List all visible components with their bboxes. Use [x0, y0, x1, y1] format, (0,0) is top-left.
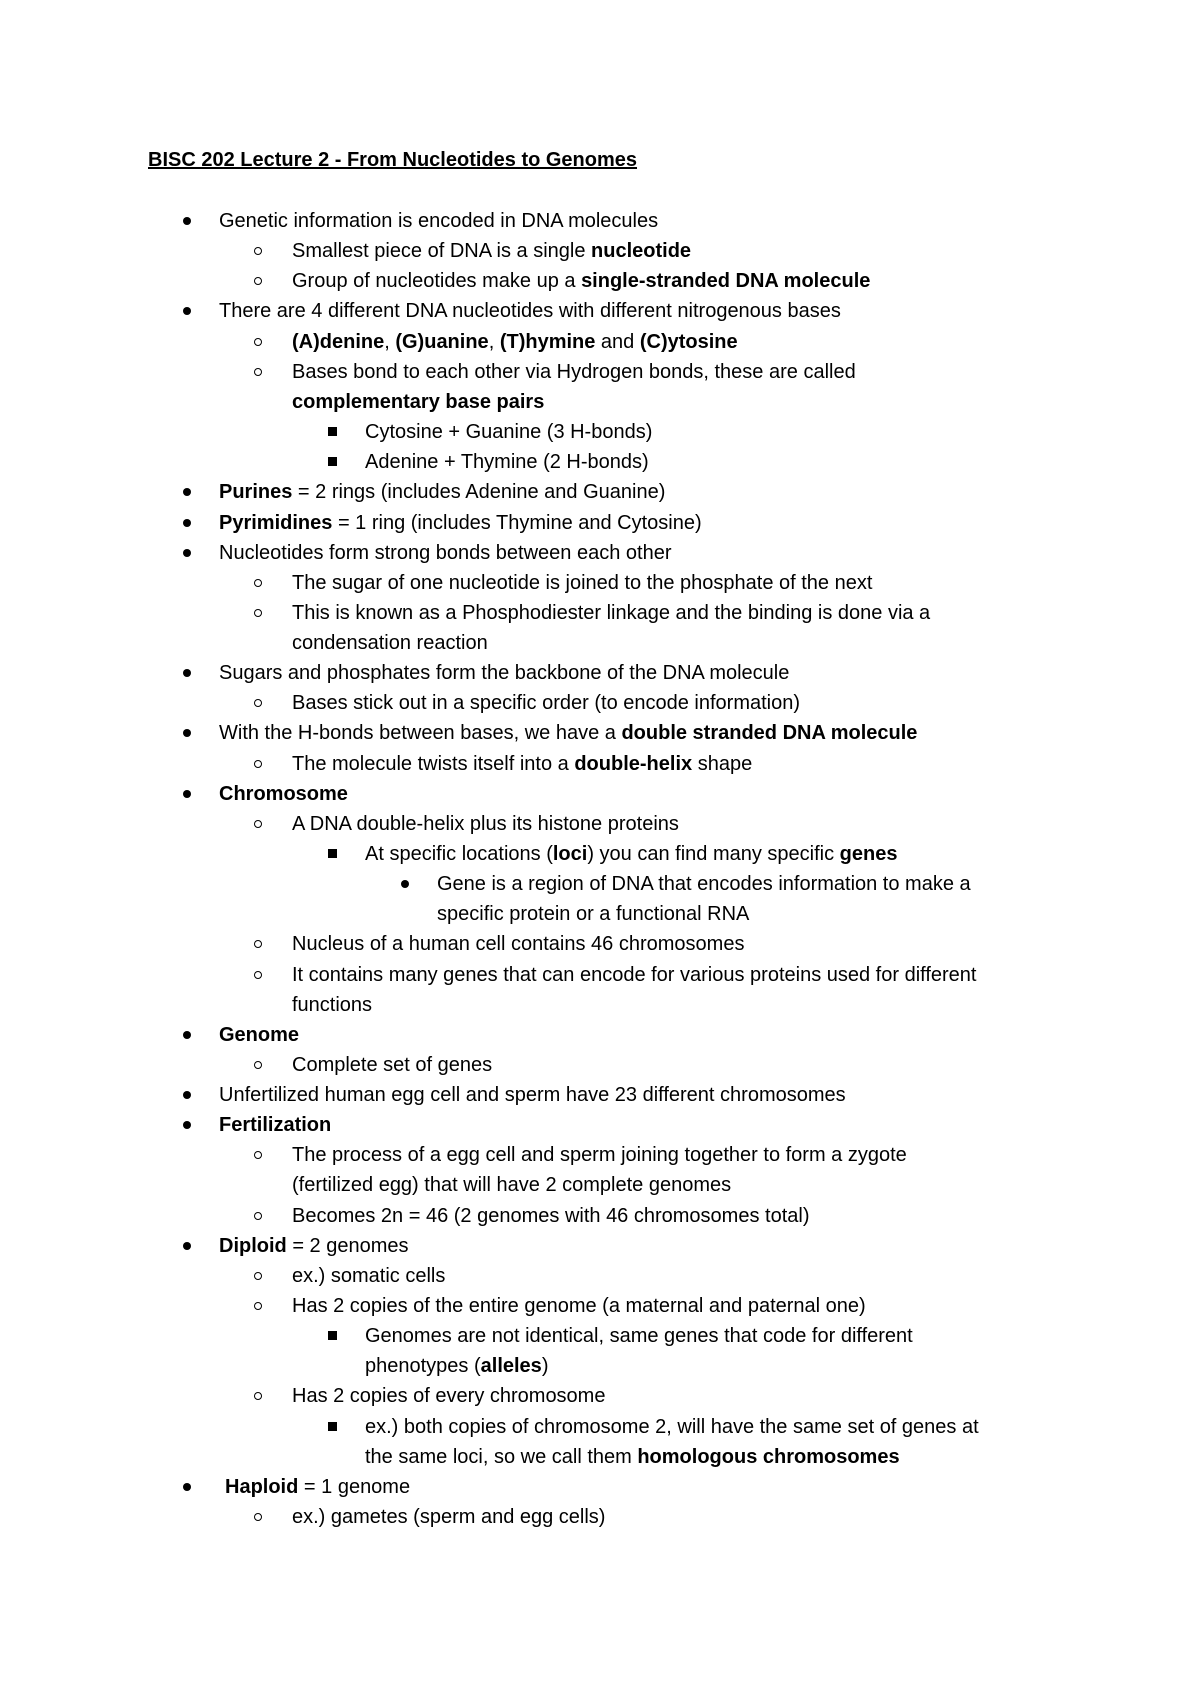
list-item-continuation: (fertilized egg) that will have 2 complete genomes — [292, 1174, 732, 1196]
list-item-continuation: specific protein or a functional RNA — [437, 903, 750, 925]
filled-bullet-icon — [401, 871, 409, 897]
list-item: Becomes 2n = 46 (2 genomes with 46 chromosomes total) — [292, 1205, 810, 1227]
hollow-bullet-icon — [254, 1263, 262, 1289]
list-item: Bases stick out in a specific order (to encode information) — [292, 692, 801, 714]
list-item: Adenine + Thymine (2 H-bonds) — [365, 451, 649, 473]
list-item-continuation: phenotypes (alleles) — [365, 1355, 549, 1377]
filled-bullet-icon — [183, 1082, 191, 1108]
list-item: Diploid = 2 genomes — [219, 1235, 409, 1257]
filled-bullet-icon — [183, 720, 191, 746]
list-item-continuation: complementary base pairs — [292, 391, 545, 413]
list-item: Sugars and phosphates form the backbone of the DNA molecule — [219, 662, 790, 684]
list-item: There are 4 different DNA nucleotides with different nitrogenous bases — [219, 300, 841, 322]
list-item: Group of nucleotides make up a single-stranded DNA molecule — [292, 270, 871, 292]
list-item: Complete set of genes — [292, 1054, 493, 1076]
square-bullet-icon — [328, 419, 337, 445]
list-item: Gene is a region of DNA that encodes information to make a — [437, 873, 971, 895]
list-item: Nucleus of a human cell contains 46 chromosomes — [292, 933, 745, 955]
list-item: The molecule twists itself into a double-helix shape — [292, 753, 753, 775]
list-item-continuation: functions — [292, 994, 373, 1016]
page-title: BISC 202 Lecture 2 - From Nucleotides to Genomes — [148, 149, 638, 171]
hollow-bullet-icon — [254, 1383, 262, 1409]
hollow-bullet-icon — [254, 751, 262, 777]
square-bullet-icon — [328, 449, 337, 475]
filled-bullet-icon — [183, 510, 191, 536]
list-item-continuation: the same loci, so we call them homologous chromosomes — [365, 1446, 900, 1468]
list-item: Genome — [219, 1024, 300, 1046]
list-item: It contains many genes that can encode for various proteins used for different — [292, 964, 977, 986]
hollow-bullet-icon — [254, 931, 262, 957]
list-item: The sugar of one nucleotide is joined to the phosphate of the next — [292, 572, 873, 594]
list-item: This is known as a Phosphodiester linkage and the binding is done via a — [292, 602, 931, 624]
hollow-bullet-icon — [254, 962, 262, 988]
list-item: ex.) gametes (sperm and egg cells) — [292, 1506, 606, 1528]
list-item: A DNA double-helix plus its histone proteins — [292, 813, 679, 835]
square-bullet-icon — [328, 1414, 337, 1440]
filled-bullet-icon — [183, 1474, 191, 1500]
list-item: Smallest piece of DNA is a single nucleotide — [292, 240, 692, 262]
list-item: (A)denine, (G)uanine, (T)hymine and (C)ytosine — [292, 331, 738, 353]
list-item: Fertilization — [219, 1114, 332, 1136]
hollow-bullet-icon — [254, 1293, 262, 1319]
hollow-bullet-icon — [254, 1052, 262, 1078]
list-item: ex.) both copies of chromosome 2, will have the same set of genes at — [365, 1416, 979, 1438]
hollow-bullet-icon — [254, 1203, 262, 1229]
list-item: Has 2 copies of every chromosome — [292, 1385, 606, 1407]
filled-bullet-icon — [183, 479, 191, 505]
list-item: At specific locations (loci) you can find many specific genes — [365, 843, 898, 865]
square-bullet-icon — [328, 1323, 337, 1349]
list-item: Cytosine + Guanine (3 H-bonds) — [365, 421, 653, 443]
hollow-bullet-icon — [254, 690, 262, 716]
filled-bullet-icon — [183, 208, 191, 234]
list-item: Chromosome — [219, 783, 348, 805]
filled-bullet-icon — [183, 1233, 191, 1259]
square-bullet-icon — [328, 841, 337, 867]
hollow-bullet-icon — [254, 238, 262, 264]
hollow-bullet-icon — [254, 811, 262, 837]
list-item: Has 2 copies of the entire genome (a maternal and paternal one) — [292, 1295, 866, 1317]
list-item: Pyrimidines = 1 ring (includes Thymine and Cytosine) — [219, 512, 702, 534]
list-item-continuation: condensation reaction — [292, 632, 488, 654]
hollow-bullet-icon — [254, 1142, 262, 1168]
list-item: The process of a egg cell and sperm joining together to form a zygote — [292, 1144, 907, 1166]
list-item: Purines = 2 rings (includes Adenine and Guanine) — [219, 481, 666, 503]
hollow-bullet-icon — [254, 570, 262, 596]
hollow-bullet-icon — [254, 268, 262, 294]
list-item: Genomes are not identical, same genes that code for different — [365, 1325, 913, 1347]
list-item: Unfertilized human egg cell and sperm have 23 different chromosomes — [219, 1084, 846, 1106]
filled-bullet-icon — [183, 298, 191, 324]
list-item: ex.) somatic cells — [292, 1265, 446, 1287]
list-item: Genetic information is encoded in DNA molecules — [219, 210, 659, 232]
filled-bullet-icon — [183, 1022, 191, 1048]
list-item: With the H-bonds between bases, we have a double stranded DNA molecule — [219, 722, 918, 744]
filled-bullet-icon — [183, 1112, 191, 1138]
filled-bullet-icon — [183, 540, 191, 566]
list-item: Nucleotides form strong bonds between each other — [219, 542, 672, 564]
filled-bullet-icon — [183, 660, 191, 686]
hollow-bullet-icon — [254, 1504, 262, 1530]
hollow-bullet-icon — [254, 329, 262, 355]
list-item: Bases bond to each other via Hydrogen bonds, these are called — [292, 361, 856, 383]
hollow-bullet-icon — [254, 359, 262, 385]
filled-bullet-icon — [183, 781, 191, 807]
list-item: Haploid = 1 genome — [225, 1476, 411, 1498]
hollow-bullet-icon — [254, 600, 262, 626]
